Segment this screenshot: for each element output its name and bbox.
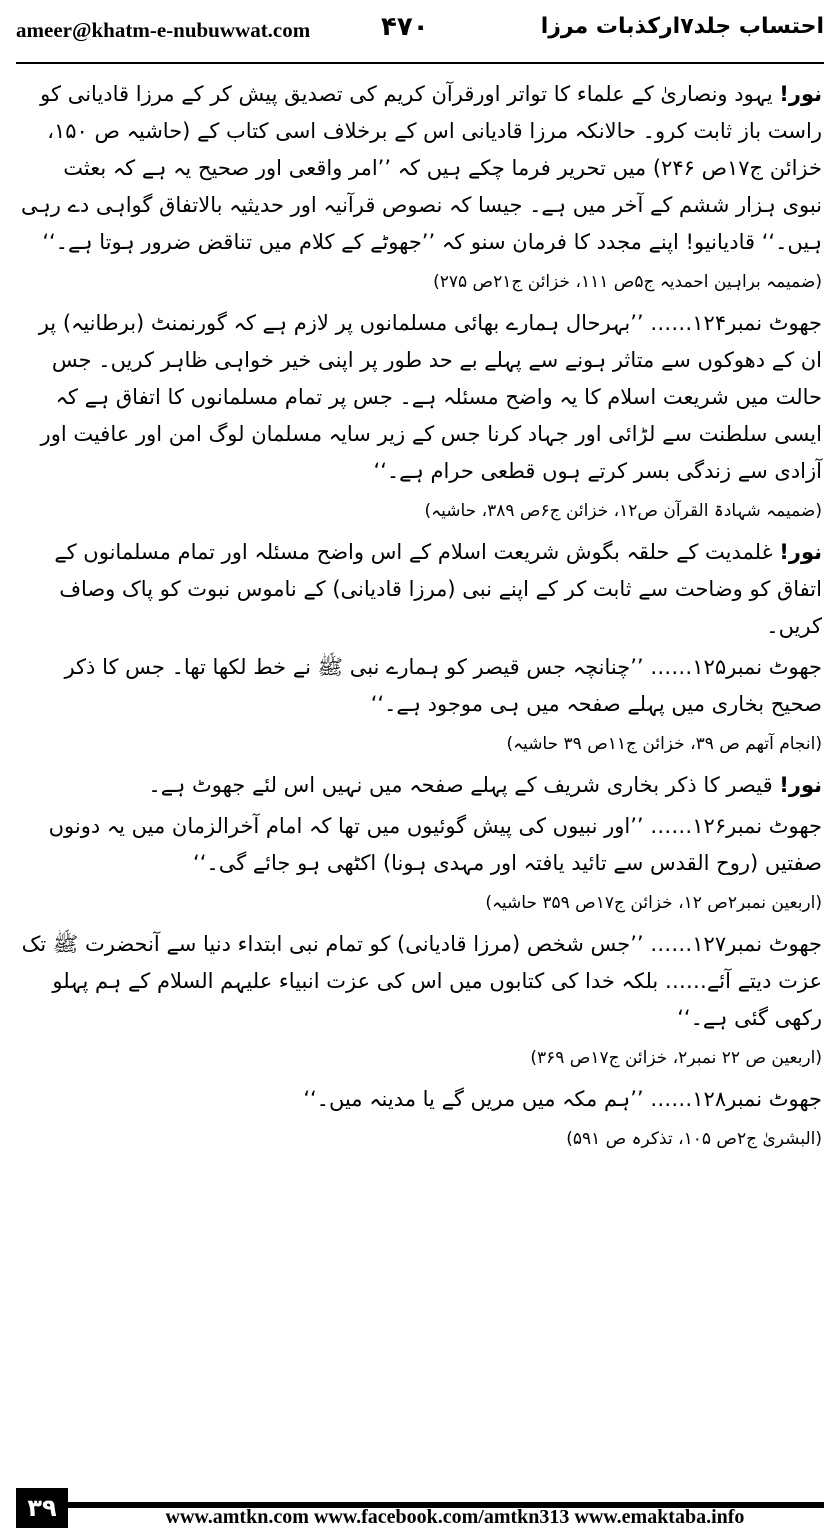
paragraph-4 [18, 649, 822, 723]
footer-page-number: ۳۹ [16, 1488, 68, 1528]
paragraph-1 [18, 76, 822, 261]
reference-1: (ضمیمہ براہین احمدیہ ج۵ص ۱۱۱، خزائن ج۲۱ص ۲۷۵) [433, 272, 822, 292]
reference-2: (ضمیمہ شہادۃ القرآن ص۱۲، خزائن ج۶ص ۳۸۹، حاشیہ) [424, 501, 822, 521]
header-rule [16, 62, 824, 64]
header-book-title: احتساب جلد۷ارکذبات مرزا [540, 14, 824, 39]
paragraph-8 [18, 1081, 822, 1118]
page-header [16, 12, 824, 52]
footer-links[interactable]: www.amtkn.com www.facebook.com/amtkn313 www.emaktaba.info [165, 1506, 745, 1528]
body-text [18, 76, 822, 1162]
paragraph-lead: نور! [779, 540, 822, 564]
reference-8: (البشریٰ ج۲ص ۱۰۵، تذکرہ ص ۵۹۱) [566, 1129, 822, 1149]
reference-6: (اربعین نمبر۲ص ۱۲، خزائن ج۱۷ص ۳۵۹ حاشیہ) [485, 893, 822, 913]
paragraph-text: ’’ہم مکہ میں مریں گے یا مدینہ میں۔‘‘ [303, 1087, 644, 1111]
paragraph-lead: جھوٹ نمبر۱۲۶…… [643, 814, 822, 838]
reference-7: (اربعین ص ۲۲ نمبر۲، خزائن ج۱۷ص ۳۶۹) [530, 1048, 822, 1068]
paragraph-text: ’’چنانچہ جس قیصر کو ہمارے نبی ﷺ نے خط لکھا تھا۔ جس کا ذکر صحیح بخاری میں پہلے صفحہ میں ہی موجود ہے۔‘‘ [64, 655, 822, 716]
page-footer [16, 1488, 824, 1532]
paragraph-lead: نور! [779, 773, 822, 797]
paragraph-5 [18, 767, 822, 804]
paragraph-2 [18, 305, 822, 490]
paragraph-text: قیصر کا ذکر بخاری شریف کے پہلے صفحہ میں نہیں اس لئے جھوٹ ہے۔ [148, 773, 780, 797]
paragraph-3 [18, 534, 822, 645]
paragraph-text: ’’اور نبیوں کی پیش گوئیوں میں تھا کہ امام آخرالزمان میں یہ دونوں صفتیں (روح القدس سے تائید یافتہ اور مہدی ہونا) اکٹھی ہو جائے گی۔‘‘ [48, 814, 822, 875]
paragraph-text: ’’جس شخص (مرزا قادیانی) کو تمام نبی ابتداء دنیا سے آنحضرت ﷺ تک عزت دیتے آئے…… بلکہ خدا کی کتابوں میں اس کی عزت انبیاء علیہم السلام کے ہم پہلو رکھی گئی ہے۔‘‘ [21, 932, 822, 1030]
paragraph-lead: جھوٹ نمبر۱۲۸…… [643, 1087, 822, 1111]
paragraph-lead: نور! [779, 82, 822, 106]
header-email[interactable]: ameer@khatm-e-nubuwwat.com [16, 18, 311, 42]
reference-4: (انجام آتھم ص ۳۹، خزائن ج۱۱ص ۳۹ حاشیہ) [506, 734, 822, 754]
paragraph-6 [18, 808, 822, 882]
paragraph-7 [18, 926, 822, 1037]
paragraph-lead: جھوٹ نمبر۱۲۵…… [643, 655, 822, 679]
paragraph-text: غلمدیت کے حلقہ بگوش شریعت اسلام کے اس واضح مسئلہ اور تمام مسلمانوں کے اتفاق کو وضاحت سے ثابت کر کے اپنے نبی (مرزا قادیانی) کے ناموس نبوت کو پاک وصاف کریں۔ [54, 540, 822, 638]
paragraph-text: یہود ونصاریٰ کے علماء کا تواتر اورقرآن کریم کی تصدیق پیش کر کے مرزا قادیانی کو راست باز ثابت کرو۔ حالانکہ مرزا قادیانی اس کے برخلاف اسی کتاب کے (حاشیہ ص ۱۵۰، خزائن ج۱۷ص ۲۴۶) میں تحریر فرما چکے ہیں کہ ’’امر واقعی اور صحیح یہ ہے کہ بعثت نبوی ہزار ششم کے آخر میں ہے۔ جیسا کہ نصوص قرآنیہ اور حدیثیہ بالاتفاق گواہی دے رہی ہیں۔‘‘ قادیانیو! اپنے مجدد کا فرمان سنو کہ ’’جھوٹے کے کلام میں تناقض ضرور ہوتا ہے۔‘‘ [20, 82, 822, 254]
paragraph-lead: جھوٹ نمبر۱۲۷…… [643, 932, 822, 956]
header-page-number: ۴۷۰ [381, 12, 429, 42]
paragraph-text: ’’بہرحال ہمارے بھائی مسلمانوں پر لازم ہے کہ گورنمنٹ (برطانیہ) پر ان کے دھوکوں سے متاثر ہونے سے پہلے بے حد طور پر اپنی خیر خواہی ظاہر کریں۔ جس حالت میں شریعت اسلام کا یہ واضح مسئلہ ہے۔ جس پر تمام مسلمانوں کا اتفاق ہے کہ ایسی سلطنت سے لڑائی اور جہاد کرنا جس کے زیر سایہ مسلمان لوگ امن اور عافیت اور آزادی سے زندگی بسر کرتے ہوں قطعی حرام ہے۔‘‘ [38, 311, 822, 483]
paragraph-lead: جھوٹ نمبر۱۲۴…… [643, 311, 822, 335]
